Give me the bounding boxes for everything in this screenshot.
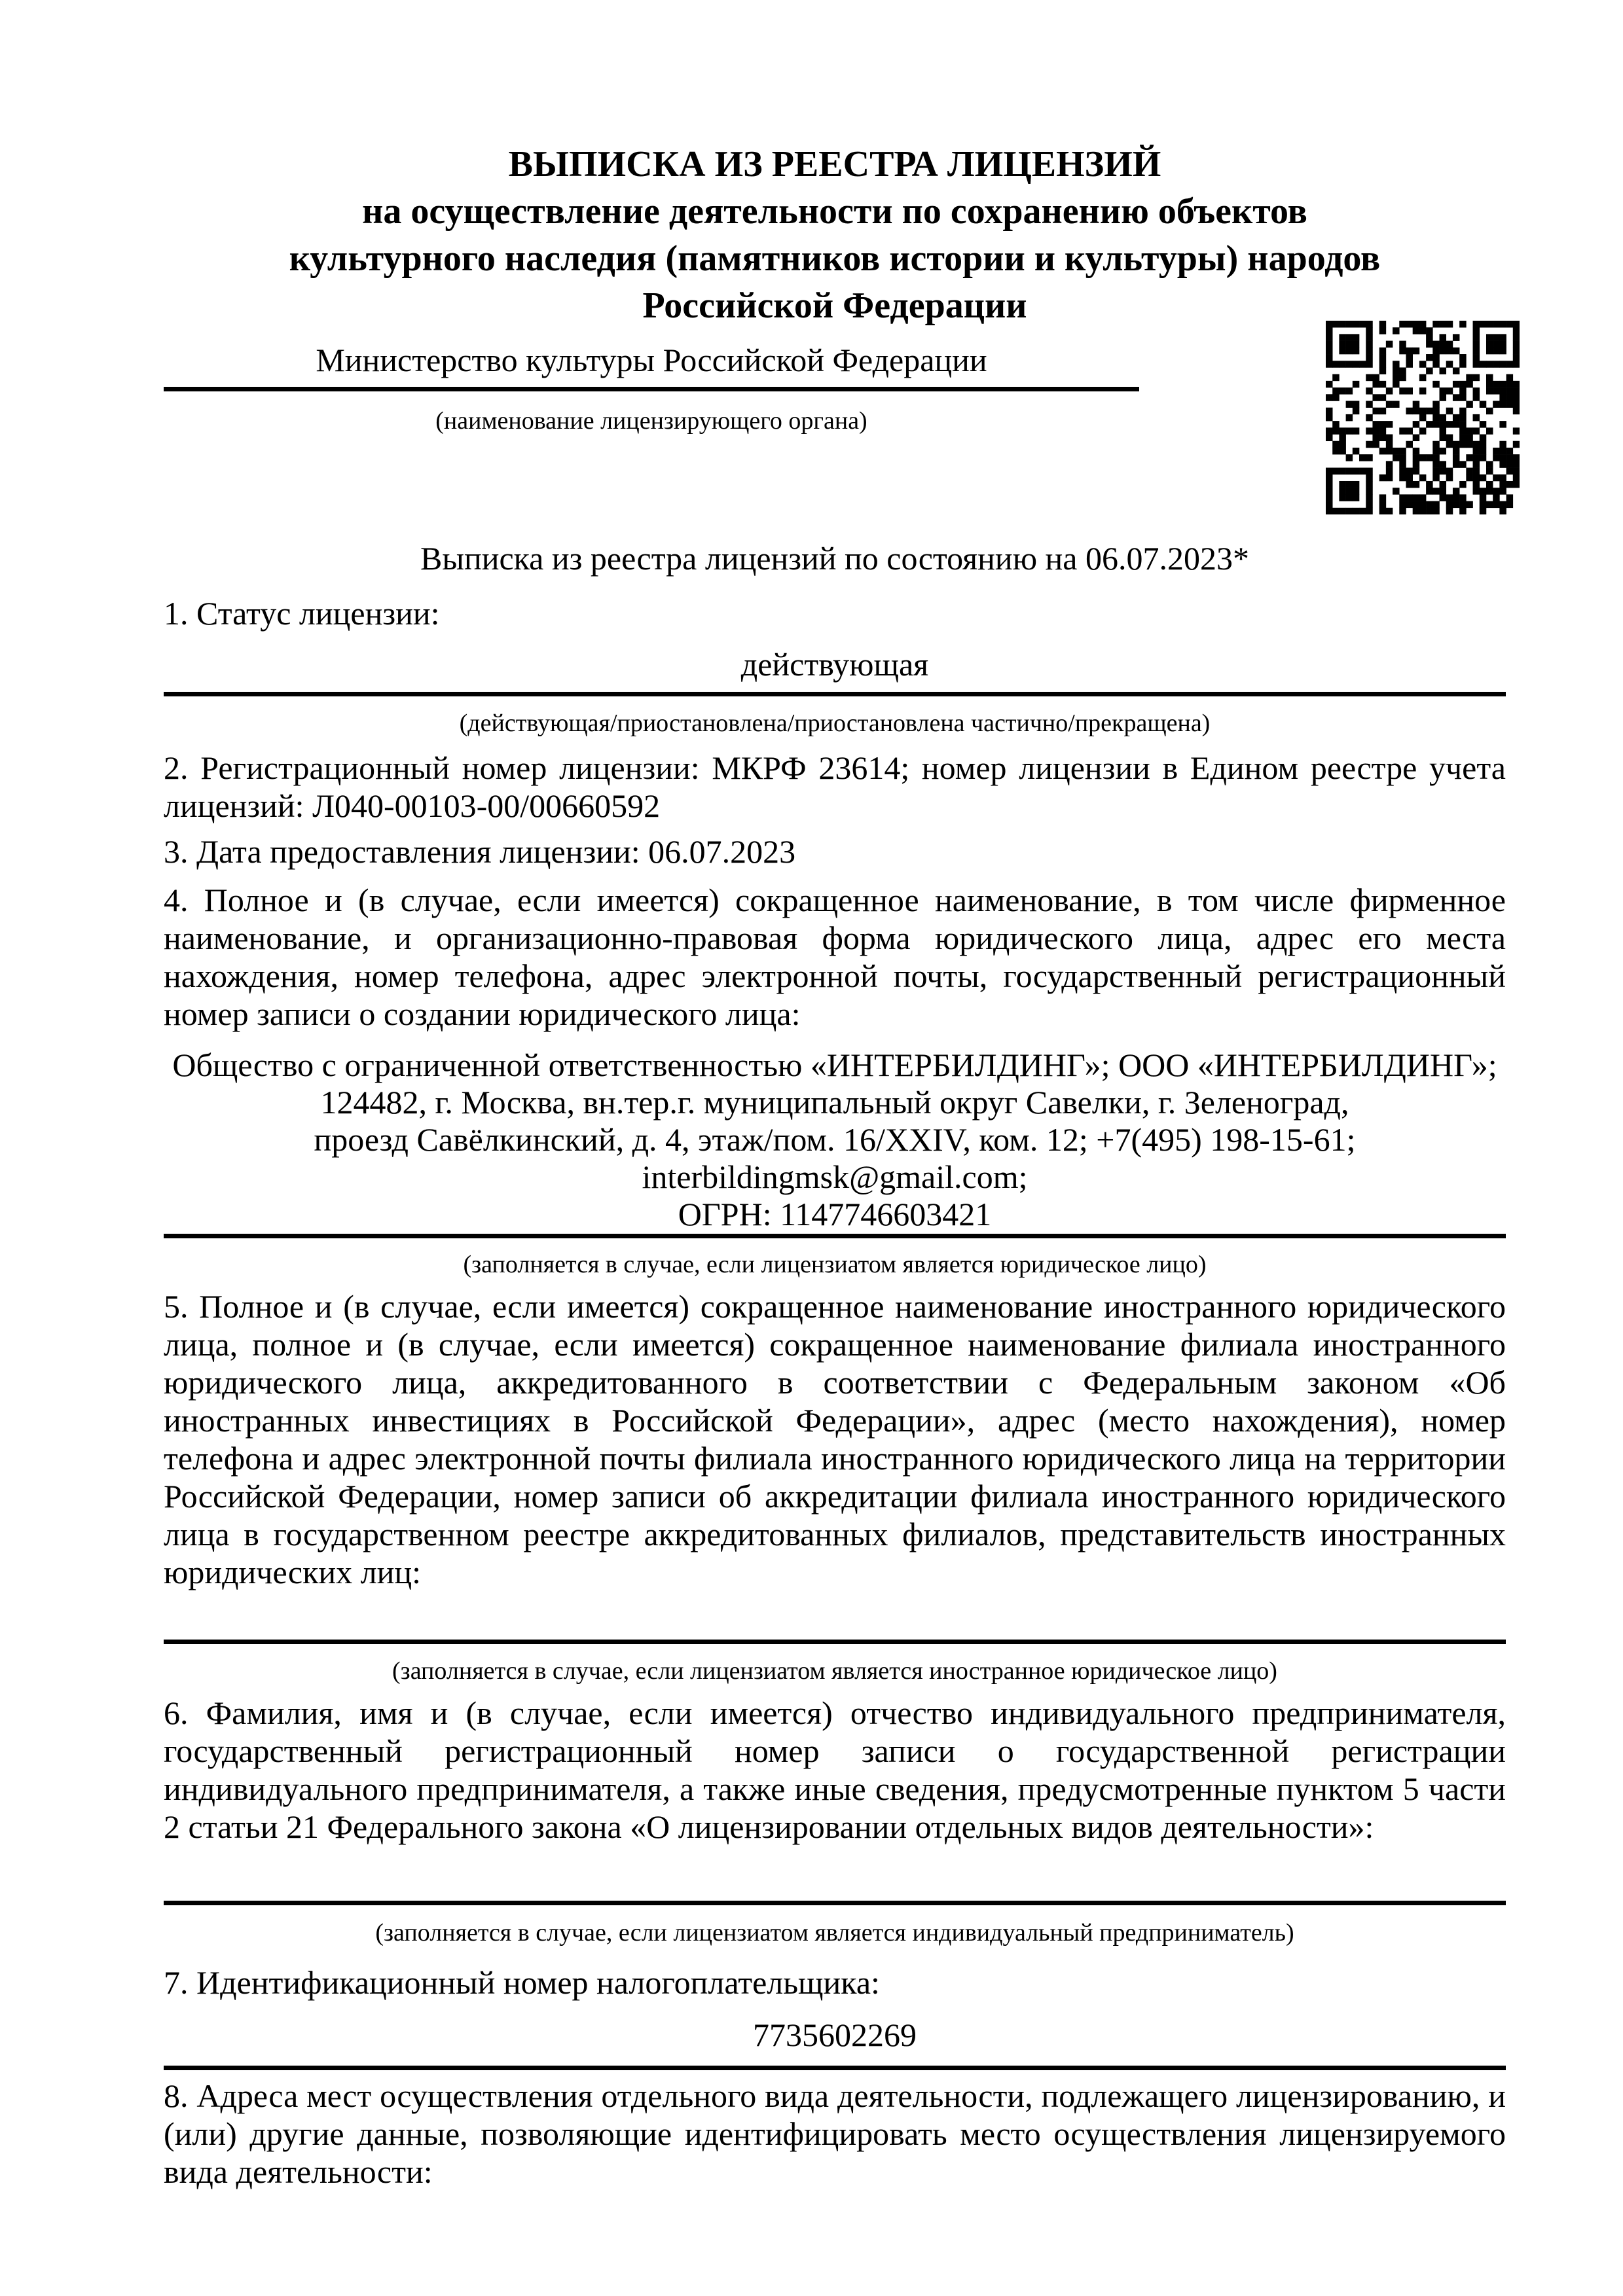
document-title [164, 141, 1506, 329]
item7-inn-label: 7. Идентификационный номер налогоплательщика: [164, 1964, 880, 2001]
item4-legal-entity-heading: 4. Полное и (в случае, если имеется) сокращенное наименование, в том числе фирменное наименование, и организационно-правовая форма юридического лица, адрес его места нахождения, номер телефона, адрес электронной почты, государственный регистрационный номер записи о создании юридического лица: [164, 882, 1506, 1032]
extract-statement: Выписка из реестра лицензий по состоянию на 06.07.2023* [420, 540, 1249, 577]
item1-status-value: действующая [740, 646, 929, 683]
company-ogrn-line: ОГРН: 1147746603421 [678, 1196, 992, 1232]
divider-after-status [164, 692, 1506, 696]
authority-underline [164, 387, 1139, 391]
licensing-authority [164, 341, 1139, 436]
title-line-2: на осуществление деятельности по сохранению объектов [362, 191, 1307, 232]
item5-caption: (заполняется в случае, если лицензиатом является иностранное юридическое лицо) [392, 1657, 1277, 1685]
item4-caption: (заполняется в случае, если лицензиатом является юридическое лицо) [463, 1251, 1207, 1278]
item6-caption: (заполняется в случае, если лицензиатом является индивидуальный предприниматель) [375, 1919, 1294, 1946]
item7-inn-value: 7735602269 [753, 2017, 917, 2053]
divider-after-legal-entity [164, 1234, 1506, 1238]
authority-caption: (наименование лицензирующего органа) [435, 407, 867, 435]
item2-registration-number: 2. Регистрационный номер лицензии: МКРФ 23614; номер лицензии в Едином реестре учета лицензий: Л040-00103-00/00660592 [164, 749, 1506, 824]
company-address-line-2: проезд Савёлкинский, д. 4, этаж/пом. 16/XXIV, ком. 12; +7(495) 198-15-61; [314, 1121, 1356, 1158]
item1-status-label: 1. Статус лицензии: [164, 595, 440, 632]
item6-entrepreneur-heading: 6. Фамилия, имя и (в случае, если имеется) отчество индивидуального предпринимателя, государственный регистрационный номер записи о государственной регистрации индивидуального предпринимателя, а также иные сведения, предусмотренные пунктом 5 части 2 статьи 21 Федерального закона «О лицензировании отдельных видов деятельности»: [164, 1695, 1506, 1845]
licensing-authority-name: Министерство культуры Российской Федерации [316, 342, 987, 378]
item3-license-date: 3. Дата предоставления лицензии: 06.07.2023 [164, 833, 796, 870]
company-address-line-1: 124482, г. Москва, вн.тер.г. муниципальный округ Савелки, г. Зеленоград, [320, 1084, 1349, 1121]
divider-after-inn [164, 2066, 1506, 2070]
document-content [164, 0, 1506, 2191]
title-line-4: Российской Федерации [642, 285, 1027, 326]
item4-legal-entity-details [164, 1047, 1506, 1233]
divider-after-entrepreneur [164, 1901, 1506, 1905]
item1-status-caption: (действующая/приостановлена/приостановлена частично/прекращена) [459, 709, 1211, 737]
title-line-1: ВЫПИСКА ИЗ РЕЕСТРА ЛИЦЕНЗИЙ [508, 144, 1161, 185]
company-name-line: Общество с ограниченной ответственностью «ИНТЕРБИЛДИНГ»; ООО «ИНТЕРБИЛДИНГ»; [172, 1047, 1497, 1083]
company-email-line: interbildingmsk@gmail.com; [642, 1158, 1028, 1195]
item8-activity-addresses-heading: 8. Адреса мест осуществления отдельного вида деятельности, подлежащего лицензированию, и (или) другие данные, позволяющие идентифицировать место осуществления лицензируемого вида деятельности: [164, 2077, 1506, 2190]
divider-after-foreign-entity [164, 1640, 1506, 1644]
item5-foreign-entity-heading: 5. Полное и (в случае, если имеется) сокращенное наименование иностранного юридического лица, полное и (в случае, если имеется) сокращенное наименование филиала иностранного юридического лица, аккредитованного в соответствии с Федеральным законом «Об иностранных инвестициях в Российской Федерации», адрес (место нахождения), номер телефона и адрес электронной почты филиала иностранного юридического лица на территории Российской Федерации, номер записи об аккредитации филиала иностранного юридического лица в государственном реестре аккредитованных филиалов, представительств иностранных юридических лиц: [164, 1288, 1506, 1590]
title-line-3: культурного наследия (памятников истории и культуры) народов [289, 238, 1381, 279]
